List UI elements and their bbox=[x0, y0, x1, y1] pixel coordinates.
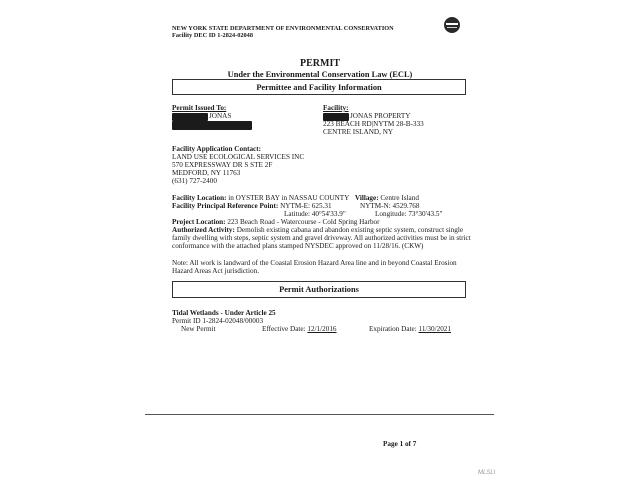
facility-label: Facility: bbox=[323, 104, 349, 112]
effective-date-label: Effective Date: bbox=[262, 325, 306, 333]
expiration-date-label: Expiration Date: bbox=[369, 325, 417, 333]
authorized-activity-line1: Demolish existing cabana and abandon existing septic system, construct single bbox=[236, 226, 464, 234]
longitude: Longitude: 73°30'43.5" bbox=[375, 210, 443, 218]
note-line1: Note: All work is landward of the Coastal Erosion Hazard Area line and in beyond Coastal Erosion bbox=[172, 259, 457, 267]
section-heading-permittee bbox=[172, 79, 466, 95]
permittee-name: JONAS bbox=[209, 112, 232, 120]
authorization-permit-id: Permit ID 1-2824-02048/00003 bbox=[172, 317, 264, 325]
expiration-date-row bbox=[369, 325, 451, 334]
permit-issued-to-label: Permit Issued To: bbox=[172, 104, 227, 112]
page-number: Page 1 of 7 bbox=[383, 440, 417, 448]
village-value: Centre Island bbox=[380, 194, 419, 202]
facility-location-value: in OYSTER BAY in NASSAU COUNTY bbox=[228, 194, 350, 202]
contact-address-line2: MEDFORD, NY 11763 bbox=[172, 169, 241, 177]
reference-point-label: Facility Principal Reference Point: bbox=[172, 202, 279, 210]
redacted-address bbox=[172, 121, 252, 130]
contact-phone: (631) 727-2400 bbox=[172, 177, 217, 185]
redacted-name bbox=[172, 113, 208, 121]
permit-subtitle: Under the Environmental Conservation Law (ECL) bbox=[227, 70, 413, 79]
agency-name: NEW YORK STATE DEPARTMENT OF ENVIRONMENTAL CONSERVATION bbox=[172, 25, 394, 32]
facility-name: JONAS PROPERTY bbox=[350, 112, 411, 120]
note-line2: Hazard Areas Act jurisdiction. bbox=[172, 267, 260, 275]
nysdec-seal-icon bbox=[444, 17, 460, 33]
authorization-title: Tidal Wetlands - Under Article 25 bbox=[172, 309, 276, 317]
watermark: MLSLI bbox=[478, 470, 496, 476]
authorized-activity-line2: family dwelling with steps, septic system and gravel driveway. All authorized activities must be in strict bbox=[172, 234, 471, 242]
contact-label: Facility Application Contact: bbox=[172, 145, 262, 153]
contact-address-line1: 570 EXPRESSWAY DR S STE 2F bbox=[172, 161, 273, 169]
section-heading-label: Permit Authorizations bbox=[279, 285, 359, 294]
facility-dec-id: Facility DEC ID 1-2824-02048 bbox=[172, 32, 253, 39]
village-label: Village: bbox=[354, 194, 379, 202]
nytm-n: NYTM-N: 4529.768 bbox=[360, 202, 420, 210]
authorized-activity-line3: conformance with the attached plans stamped NYSDEC approved on 11/28/16. (CKW) bbox=[172, 242, 424, 250]
effective-date-row bbox=[262, 325, 337, 334]
project-location-value: 223 Beach Road - Watercourse - Cold Spring Harbor bbox=[227, 218, 380, 226]
facility-address-line1: 223 BEACH RD|NYTM 28-B-333 bbox=[323, 120, 424, 128]
permit-title: PERMIT bbox=[300, 58, 340, 69]
expiration-date: 11/30/2021 bbox=[418, 325, 451, 333]
facility-location-label: Facility Location: bbox=[172, 194, 227, 202]
latitude: Latitude: 40°54'33.9" bbox=[284, 210, 346, 218]
footer-divider bbox=[145, 414, 494, 415]
facility-address-line2: CENTRE ISLAND, NY bbox=[323, 128, 394, 136]
section-heading-label: Permittee and Facility Information bbox=[256, 82, 382, 92]
section-heading-authorizations bbox=[172, 281, 466, 298]
authorized-activity-label: Authorized Activity: bbox=[172, 226, 235, 234]
project-location-label: Project Location: bbox=[172, 218, 226, 226]
nytm-e: NYTM-E: 625.31 bbox=[280, 202, 332, 210]
contact-name: LAND USE ECOLOGICAL SERVICES INC bbox=[172, 153, 305, 161]
authorization-type: New Permit bbox=[181, 325, 216, 333]
effective-date: 12/1/2016 bbox=[307, 325, 337, 333]
